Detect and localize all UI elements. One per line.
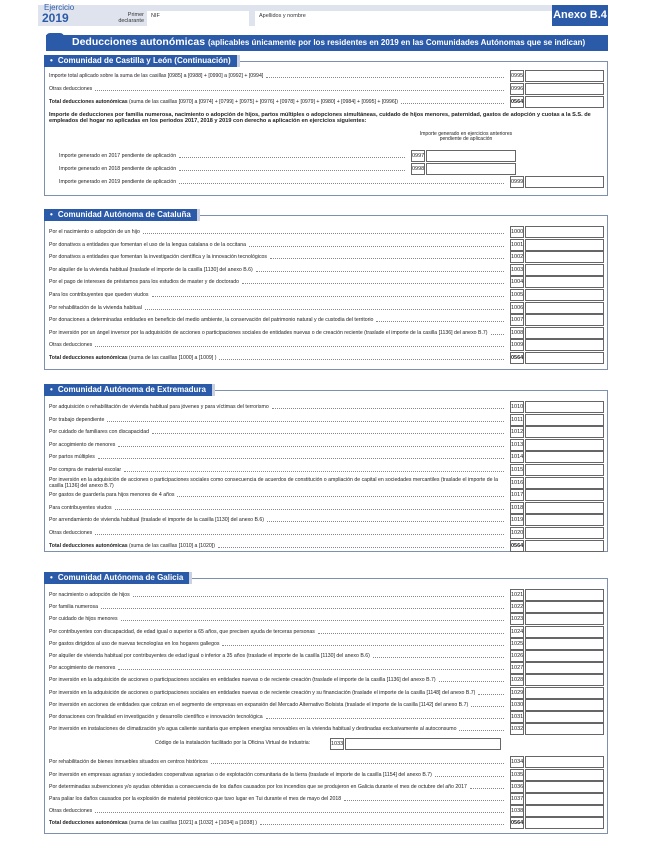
box-code-1022: 1022 bbox=[510, 601, 524, 613]
box-code-1027: 1027 bbox=[510, 662, 524, 674]
section-tab-gal: • Comunidad Autónoma de Galicia bbox=[44, 572, 189, 584]
box-code-0564: 0564 bbox=[510, 817, 524, 829]
section-subtitle: (aplicables únicamente por los residentes en 2019 en las Comunidades Autónomas que se indican) bbox=[207, 38, 586, 47]
leader-dots bbox=[242, 276, 504, 284]
box-code-1023: 1023 bbox=[510, 613, 524, 625]
deduction-row bbox=[47, 70, 510, 82]
apellidos-label: Apellidos y nombre bbox=[259, 13, 306, 19]
deduction-row bbox=[47, 96, 510, 108]
deduction-row bbox=[47, 226, 510, 238]
box-code-1029: 1029 bbox=[510, 687, 524, 699]
box-code-1001: 1001 bbox=[510, 239, 524, 251]
amount-field-1004[interactable] bbox=[525, 276, 604, 288]
amount-field-1000[interactable] bbox=[525, 226, 604, 238]
box-code-1026: 1026 bbox=[510, 650, 524, 662]
leader-dots bbox=[218, 540, 504, 548]
deduction-row bbox=[47, 289, 510, 301]
box-code-1032: 1032 bbox=[510, 723, 524, 735]
deduction-row bbox=[47, 176, 510, 188]
deduction-label: Para contribuyentes viudos bbox=[49, 504, 112, 511]
nif-field[interactable] bbox=[147, 11, 249, 27]
leader-dots bbox=[118, 662, 504, 670]
amount-field-0564[interactable] bbox=[525, 540, 604, 552]
section-tab-ext: • Comunidad Autónoma de Extremadura bbox=[44, 384, 212, 396]
amount-field-0998[interactable] bbox=[426, 163, 516, 175]
amount-field-1031[interactable] bbox=[525, 711, 604, 723]
leader-dots bbox=[222, 638, 504, 646]
box-code-1006: 1006 bbox=[510, 302, 524, 314]
box-code-1012: 1012 bbox=[510, 426, 524, 438]
amount-field-1022[interactable] bbox=[525, 601, 604, 613]
deduction-label: Por arrendamiento de vivienda habitual (traslade el importe de la casilla [1130] del anexo B.6) bbox=[49, 517, 265, 524]
deduction-row bbox=[47, 589, 510, 601]
deduction-row bbox=[47, 756, 510, 768]
box-code-0997: 0997 bbox=[411, 150, 425, 162]
amount-field-1018[interactable] bbox=[525, 502, 604, 514]
amount-field-1016[interactable] bbox=[525, 477, 604, 489]
deduction-row bbox=[47, 439, 510, 451]
deduction-row bbox=[47, 276, 510, 288]
deduction-label: Por familia numerosa bbox=[49, 604, 99, 611]
leader-dots bbox=[177, 489, 504, 497]
deduction-label: Por inversión en instalaciones de climatización y/o agua caliente sanitaria que empleen energías renovables en la vivienda habitual y destinadas exclusivamente al autoconsumo bbox=[49, 726, 457, 733]
deduction-row bbox=[47, 769, 510, 781]
deduction-label: Por partos múltiples bbox=[49, 454, 95, 461]
leader-dots bbox=[478, 687, 504, 695]
box-code-1025: 1025 bbox=[510, 638, 524, 650]
amount-field-1014[interactable] bbox=[525, 451, 604, 463]
box-code-1035: 1035 bbox=[510, 769, 524, 781]
deduction-row bbox=[47, 662, 510, 674]
amount-field-1024[interactable] bbox=[525, 626, 604, 638]
ejercicio-year: 2019 bbox=[42, 11, 69, 25]
deduction-row bbox=[47, 527, 510, 539]
install-code-label: Código de la instalación facilitado por la Oficina Virtual de Industria: bbox=[155, 740, 311, 747]
deduction-label-bold: Total deducciones autonómicas bbox=[49, 542, 130, 549]
deduction-label: Otras deducciones bbox=[49, 808, 93, 815]
leader-dots bbox=[435, 769, 504, 777]
carryover-note: Importe de deducciones por familia numerosa, nacimiento o adopción de hijos, partos múltiples o adopciones simultáneas, cuidado de hijos menores, paternidad, gastos de adopción y cuotas a la S.S. de empleados del hogar no aplicadas en los periodos 2017, 2018 y 2019 con derecho a aplicación en ejercicios siguientes: bbox=[49, 112, 591, 125]
deduction-label: Por alquiler de vivienda habitual por contribuyentes de edad igual o inferior a 35 años (traslade el importe de la casilla [1130] del anexo B.6) bbox=[49, 653, 370, 659]
amount-field-0564[interactable] bbox=[525, 352, 604, 364]
deduction-label: Importe generado en 2019 pendiente de aplicación bbox=[59, 179, 177, 185]
box-code-1020: 1020 bbox=[510, 527, 524, 539]
deduction-label: Por compra de material escolar bbox=[49, 467, 122, 473]
box-code-0564: 0564 bbox=[510, 352, 524, 364]
section-gal bbox=[44, 573, 608, 834]
leader-dots bbox=[133, 589, 504, 597]
nif-label: NIF bbox=[151, 13, 160, 19]
deduction-label-bold: Total deducciones autonómicas bbox=[49, 99, 130, 105]
deduction-row bbox=[47, 414, 510, 426]
amount-field-0999[interactable] bbox=[525, 176, 604, 188]
deduction-label: Por adquisición o rehabilitación de vivienda habitual para jóvenes y para víctimas del terrorismo bbox=[49, 404, 269, 410]
leader-dots bbox=[107, 414, 504, 422]
deduction-label: Por contribuyentes con discapacidad, de edad igual o superior a 65 años, que precisen ayuda de terceras personas bbox=[49, 628, 315, 635]
deduction-label: Otras deducciones bbox=[49, 342, 93, 349]
leader-dots bbox=[211, 756, 504, 764]
deduction-row bbox=[47, 540, 510, 552]
box-code-0995: 0995 bbox=[510, 70, 524, 82]
deduction-row bbox=[47, 711, 510, 723]
leader-dots bbox=[121, 613, 504, 621]
box-code-1016: 1016 bbox=[510, 477, 524, 489]
amount-field-1027[interactable] bbox=[525, 662, 604, 674]
deduction-label-detail: (suma de las casillas [1010] a [1020]) bbox=[129, 542, 215, 549]
amount-field-1001[interactable] bbox=[525, 239, 604, 251]
amount-field-1019[interactable] bbox=[525, 514, 604, 526]
deduction-label bbox=[49, 96, 398, 108]
deduction-label: Importe generado en 2018 pendiente de aplicación bbox=[59, 166, 177, 172]
deduction-label: Por inversión en la adquisición de acciones o participaciones sociales en entidades nuevas o de reciente creación y su financiación (traslade el importe de la casilla [1148] del anexo B.7) bbox=[49, 689, 476, 696]
box-code-1004: 1004 bbox=[510, 276, 524, 288]
leader-dots bbox=[95, 83, 504, 91]
deduction-row bbox=[47, 163, 411, 175]
amount-field-1020[interactable] bbox=[525, 527, 604, 539]
leader-dots bbox=[318, 626, 504, 634]
deduction-row bbox=[47, 674, 510, 686]
deduction-label-detail: (suma de las casillas [0970] a [0974] + [0799] + [0975] + [0976] + [0978] + [0979] + [0980] + [0984] + [0995] + [0996]) bbox=[129, 99, 398, 105]
deduction-row bbox=[47, 638, 510, 650]
deduction-label: Por acogimiento de menores bbox=[49, 441, 116, 448]
deduction-label-bold: Total deducciones autonómicas bbox=[49, 355, 130, 361]
deduction-row bbox=[47, 650, 510, 662]
box-code-0998: 0998 bbox=[411, 163, 425, 175]
deduction-label: Otras deducciones bbox=[49, 530, 93, 536]
leader-dots bbox=[373, 650, 504, 658]
leader-dots bbox=[95, 527, 504, 535]
section-cat bbox=[44, 210, 608, 370]
box-code-1017: 1017 bbox=[510, 489, 524, 501]
box-code-1003: 1003 bbox=[510, 264, 524, 276]
amount-field-1011[interactable] bbox=[525, 414, 604, 426]
leader-dots bbox=[219, 352, 504, 360]
deduction-label: Por acogimiento de menores bbox=[49, 665, 116, 672]
box-code-1005: 1005 bbox=[510, 289, 524, 301]
deduction-label-bold: Total deducciones autonómicas bbox=[49, 820, 130, 827]
box-code-1010: 1010 bbox=[510, 401, 524, 413]
deduction-label: Importe total aplicado sobre la suma de las casillas [0985] a [0988] + [0990] a [0992] + [0994] bbox=[49, 73, 264, 79]
section-title: Deducciones autonómicas bbox=[72, 36, 206, 48]
deduction-row bbox=[47, 613, 510, 625]
deduction-row bbox=[47, 150, 411, 162]
deduction-row bbox=[47, 251, 510, 263]
section-title-bar bbox=[46, 35, 608, 51]
deduction-label: Por inversión en empresas agrarias y sociedades cooperativas agrarias o de explotación comunitaria de la tierra (traslade el importe de la casilla [1154] del anexo B.7) bbox=[49, 771, 432, 778]
deduction-row bbox=[47, 793, 510, 805]
box-code-1033: 1033 bbox=[330, 738, 344, 750]
box-code-1015: 1015 bbox=[510, 464, 524, 476]
deduction-row bbox=[47, 477, 510, 489]
leader-dots bbox=[95, 339, 504, 347]
deduction-row bbox=[47, 626, 510, 638]
deduction-label: Por donaciones a determinadas entidades en beneficio del medio ambiente, la conservación del patrimonio natural y de custodia del territorio bbox=[49, 317, 374, 324]
leader-dots bbox=[95, 805, 504, 813]
leader-dots bbox=[260, 817, 504, 825]
box-code-1037: 1037 bbox=[510, 793, 524, 805]
leader-dots bbox=[471, 699, 504, 707]
deduction-row bbox=[47, 464, 510, 476]
deduction-row bbox=[47, 314, 510, 326]
deduction-row bbox=[47, 352, 510, 364]
box-code-1014: 1014 bbox=[510, 451, 524, 463]
amount-field-1009[interactable] bbox=[525, 339, 604, 351]
amount-field-1037[interactable] bbox=[525, 793, 604, 805]
deduction-row bbox=[47, 601, 510, 613]
leader-dots bbox=[143, 226, 504, 234]
pending-column-header: Importe generado en ejercicios anteriores pendiente de aplicación bbox=[419, 131, 513, 143]
deduction-row bbox=[47, 451, 510, 463]
box-code-1034: 1034 bbox=[510, 756, 524, 768]
amount-field-1005[interactable] bbox=[525, 289, 604, 301]
deduction-label: Por gastos dirigidos al uso de nuevas tecnologías en los hogares gallegos bbox=[49, 640, 220, 647]
deduction-row bbox=[47, 514, 510, 526]
deduction-label: Por inversión en la adquisición de acciones o participaciones sociales como consecuencia de acuerdos de constitución o ampliación de capital en sociedades mercantiles (traslade el importe de la casilla [1136] del anexo B.7) bbox=[49, 476, 498, 489]
leader-dots bbox=[376, 314, 504, 322]
box-code-1000: 1000 bbox=[510, 226, 524, 238]
box-code-1036: 1036 bbox=[510, 781, 524, 793]
amount-field-1010[interactable] bbox=[525, 401, 604, 413]
amount-field-1035[interactable] bbox=[525, 769, 604, 781]
box-code-1011: 1011 bbox=[510, 414, 524, 426]
deduction-label: Por determinadas subvenciones y/o ayudas obtenidas a consecuencia de los daños causados por los incendios que se produjeron en Galicia durante el mes de octubre del año 2017 bbox=[49, 783, 467, 790]
leader-dots bbox=[266, 711, 504, 719]
box-code-1021: 1021 bbox=[510, 589, 524, 601]
amount-field-1032[interactable] bbox=[525, 723, 604, 735]
deduction-label: Por trabajo dependiente bbox=[49, 416, 105, 423]
amount-field-1025[interactable] bbox=[525, 638, 604, 650]
form-header bbox=[38, 5, 608, 26]
leader-dots bbox=[124, 464, 504, 472]
box-code-1024: 1024 bbox=[510, 626, 524, 638]
amount-field-0564[interactable] bbox=[525, 96, 604, 108]
amount-field-1028[interactable] bbox=[525, 674, 604, 686]
amount-field-0564[interactable] bbox=[525, 817, 604, 829]
deduction-label-detail: (suma de las casillas [1021] a [1032] + [1034] a [1038] ) bbox=[129, 820, 257, 827]
deduction-label: Por donaciones con finalidad en investigación y desarrollo científico e innovación tecnológica bbox=[49, 714, 263, 720]
deduction-label: Otras deducciones bbox=[49, 86, 93, 92]
apellidos-field[interactable] bbox=[255, 11, 585, 27]
leader-dots bbox=[491, 327, 504, 335]
deduction-label: Por rehabilitación de la vivienda habitual bbox=[49, 304, 142, 311]
deduction-row bbox=[47, 502, 510, 514]
deduction-label: Para los contribuyentes que queden viudos bbox=[49, 292, 149, 298]
deduction-label: Por inversión en acciones de entidades que cotizan en el segmento de empresas en expansión del Mercado Alternativo Bolsista (traslade el importe de la casilla [1142] del anexo B.7) bbox=[49, 701, 469, 708]
leader-dots bbox=[115, 502, 504, 510]
deduction-label: Por alquiler de la vivienda habitual (traslade el importe de la casilla [1130] del anexo B.6) bbox=[49, 266, 253, 273]
amount-field-1017[interactable] bbox=[525, 489, 604, 501]
amount-field-0995[interactable] bbox=[525, 70, 604, 82]
amount-field-1008[interactable] bbox=[525, 327, 604, 339]
deduction-row bbox=[47, 723, 510, 735]
box-code-0564: 0564 bbox=[510, 540, 524, 552]
deduction-label: Por donativos a entidades que fomentan la investigación científica y la innovación tecnológicos bbox=[49, 254, 268, 261]
deduction-label: Importe generado en 2017 pendiente de aplicación bbox=[59, 153, 177, 159]
deduction-label: Por cuidado de familiares con discapacidad bbox=[49, 429, 150, 436]
deduction-label bbox=[49, 817, 257, 829]
section-tab-cat: • Comunidad Autónoma de Cataluña bbox=[44, 209, 197, 221]
leader-dots bbox=[401, 96, 504, 104]
box-code-1019: 1019 bbox=[510, 514, 524, 526]
amount-field-1015[interactable] bbox=[525, 464, 604, 476]
section-tab-cyl: • Comunidad de Castilla y León (Continuación) bbox=[44, 55, 237, 67]
leader-dots bbox=[256, 264, 504, 272]
box-code-1028: 1028 bbox=[510, 674, 524, 686]
leader-dots bbox=[470, 781, 504, 789]
leader-dots bbox=[152, 289, 505, 297]
leader-dots bbox=[439, 674, 504, 682]
deduction-label: Por donativos a entidades que fomentan el uso de la lengua catalana o de la occitana bbox=[49, 241, 246, 248]
deduction-label: Por el nacimiento o adopción de un hijo bbox=[49, 229, 140, 235]
title-marker-icon bbox=[46, 33, 64, 51]
box-code-0564: 0564 bbox=[510, 96, 524, 108]
deduction-row bbox=[47, 264, 510, 276]
deduction-label: Por gastos de guardería para hijos menores de 4 años bbox=[49, 492, 175, 499]
box-code-1007: 1007 bbox=[510, 314, 524, 326]
primer-declarante-label: Primer declarante bbox=[118, 12, 144, 24]
box-code-1038: 1038 bbox=[510, 805, 524, 817]
amount-field-1034[interactable] bbox=[525, 756, 604, 768]
amount-field-1029[interactable] bbox=[525, 687, 604, 699]
section-cyl bbox=[44, 56, 608, 196]
deduction-label: Por rehabilitación de bienes inmuebles situados en centros históricos bbox=[49, 759, 208, 766]
deduction-label: Por inversión por un ángel inversor por la adquisición de acciones o participaciones sociales de entidades nuevas o de creación reciente (traslade el importe de la casilla [1136] del anexo B.7) bbox=[49, 329, 488, 336]
leader-dots bbox=[270, 251, 504, 259]
amount-field-1013[interactable] bbox=[525, 439, 604, 451]
amount-field-1030[interactable] bbox=[525, 699, 604, 711]
deduction-row bbox=[47, 426, 510, 438]
deduction-row bbox=[47, 489, 510, 501]
box-code-1013: 1013 bbox=[510, 439, 524, 451]
deduction-row bbox=[47, 83, 510, 95]
deduction-row bbox=[47, 805, 510, 817]
deduction-label: Por cuidado de hijos menores bbox=[49, 616, 118, 623]
section-ext bbox=[44, 385, 608, 552]
deduction-row bbox=[47, 327, 510, 339]
box-code-1002: 1002 bbox=[510, 251, 524, 263]
leader-dots bbox=[152, 426, 504, 434]
amount-field-1026[interactable] bbox=[525, 650, 604, 662]
amount-field-1007[interactable] bbox=[525, 314, 604, 326]
leader-dots bbox=[98, 451, 504, 459]
deduction-label bbox=[49, 352, 216, 364]
deduction-row bbox=[47, 699, 510, 711]
amount-field-1006[interactable] bbox=[525, 302, 604, 314]
leader-dots bbox=[266, 70, 504, 78]
ejercicio-label: Ejercicio bbox=[44, 3, 75, 12]
deduction-label: Por el pago de intereses de préstamos para los estudios de master y de doctorado bbox=[49, 279, 240, 286]
amount-field-1036[interactable] bbox=[525, 781, 604, 793]
install-code-field[interactable] bbox=[345, 738, 501, 750]
deduction-label: Para paliar los daños causados por la explosión de material pirotécnico que tuvo lugar en Tui durante el mes de mayo del 2018 bbox=[49, 796, 342, 802]
deduction-row bbox=[47, 339, 510, 351]
box-code-1009: 1009 bbox=[510, 339, 524, 351]
annex-badge: Anexo B.4 bbox=[552, 5, 608, 26]
deduction-row bbox=[47, 687, 510, 699]
box-code-1031: 1031 bbox=[510, 711, 524, 723]
amount-field-1021[interactable] bbox=[525, 589, 604, 601]
amount-field-1003[interactable] bbox=[525, 264, 604, 276]
leader-dots bbox=[344, 793, 504, 801]
leader-dots bbox=[249, 239, 504, 247]
deduction-row bbox=[47, 817, 510, 829]
amount-field-0996[interactable] bbox=[525, 83, 604, 95]
leader-dots bbox=[459, 723, 504, 731]
deduction-label bbox=[49, 540, 215, 552]
box-code-1030: 1030 bbox=[510, 699, 524, 711]
amount-field-0997[interactable] bbox=[426, 150, 516, 162]
box-code-1008: 1008 bbox=[510, 327, 524, 339]
deduction-label-detail: (suma de las casillas [1000] a [1009] ) bbox=[129, 355, 217, 361]
leader-dots bbox=[267, 514, 504, 522]
leader-dots bbox=[272, 401, 504, 409]
deduction-label: Por inversión en la adquisición de acciones o participaciones sociales en entidades nuevas o de reciente creación (traslade el importe de la casilla [1136] del anexo B.7) bbox=[49, 677, 436, 684]
deduction-row bbox=[47, 239, 510, 251]
amount-field-1023[interactable] bbox=[525, 613, 604, 625]
amount-field-1038[interactable] bbox=[525, 805, 604, 817]
amount-field-1012[interactable] bbox=[525, 426, 604, 438]
deduction-row bbox=[47, 401, 510, 413]
amount-field-1002[interactable] bbox=[525, 251, 604, 263]
leader-dots bbox=[179, 176, 504, 184]
deduction-row bbox=[47, 781, 510, 793]
leader-dots bbox=[179, 150, 405, 158]
box-code-0999: 0999 bbox=[510, 176, 524, 188]
leader-dots bbox=[101, 601, 504, 609]
deduction-row bbox=[47, 302, 510, 314]
box-code-0996: 0996 bbox=[510, 83, 524, 95]
box-code-1018: 1018 bbox=[510, 502, 524, 514]
leader-dots bbox=[179, 163, 405, 171]
leader-dots bbox=[145, 302, 504, 310]
deduction-label: Por nacimiento o adopción de hijos bbox=[49, 592, 130, 598]
leader-dots bbox=[118, 439, 504, 447]
